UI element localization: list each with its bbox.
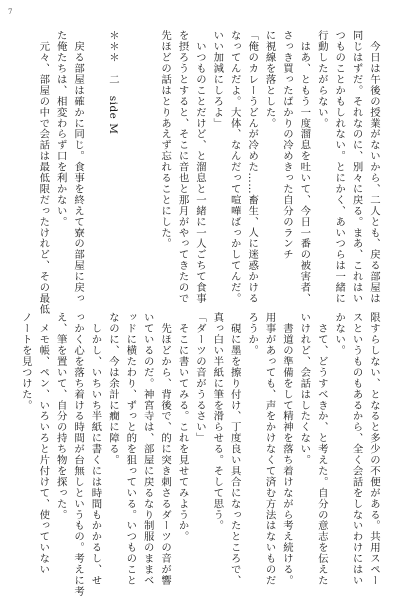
text-line: っかく心を落ち着ける時間が台無しというもの。考えに考 [72, 312, 85, 597]
text-line: 今日は午後の授業がないから、二人とも、戻る部屋は [368, 30, 380, 304]
text-line: た俺たちは、相変わらず口を利かない。 [54, 30, 67, 228]
text-line: いけれど、会話はしたくない。 [298, 312, 311, 466]
text-line: 先ほどの話はとりあえず忘れることにした。 [159, 30, 172, 249]
text-line: 真っ白い半紙に筆を滑らせる。そして思う。 [211, 312, 224, 531]
text-line: 用事があっても、声をかけなくて済む方法はないものだ [263, 312, 276, 586]
text-line: を摂ろうとすると、そこに音也と那月がやってきたので [176, 30, 189, 304]
text-line: 限すらしない、となると多少の不便がある。共用スペー [368, 312, 380, 586]
text-line: しかし、いちいち半紙に書くには時間もかかるし、せ [89, 312, 102, 586]
section-heading: ＊＊＊ 二 side M [106, 30, 119, 135]
text-line: さっき買ったばかりの冷めきった自分のランチ [280, 30, 293, 260]
blank-line [121, 30, 138, 285]
text-line: いい加減にしろよ」 [211, 30, 224, 129]
text-line: え、筆を置いて、自分の持ち物を探った。 [54, 312, 67, 521]
text-line: いているのだ。神宮寺は、部屋に戻るなり制服のままベ [141, 312, 154, 586]
text-line: かない。 [333, 312, 346, 356]
text-line: 書道の準備をして精神を落ち着けながら考え続ける。 [280, 312, 293, 586]
text-line: つものことかもしれない。とにかく、あいつらは一緒に [333, 30, 346, 304]
text-line: 「俺のカレーうどんが冷めた……畜生、人に迷惑かける [246, 30, 259, 304]
text-line: 先ほどから、背後で、的に突き刺さるダーツの音が響 [159, 312, 172, 586]
blank-line [86, 30, 103, 285]
page-number: 7 [8, 8, 13, 16]
text-line: 硯に墨を擦り付け、丁度良い具合になったところで、 [228, 312, 241, 586]
text-line: 行動したがらない。 [315, 30, 328, 129]
text-line: ノートを見つけた。 [19, 312, 32, 411]
text-line: そこに書いてみる。これを見せてみようか。 [176, 312, 189, 542]
upper-text-block [37, 30, 382, 315]
text-line: なのに、今は余計に癇に障る。 [106, 312, 119, 466]
text-line: 戻る部屋は確かに同じ。食事を終えて寮の部屋に戻っ [72, 30, 85, 304]
text-line: ッドに横たわり、ずっと的を狙っている。いつものこと [124, 312, 137, 586]
blank-line [138, 30, 155, 285]
text-line: いつものことだけど、と溜息と一緒に一人ごちて食事 [193, 30, 206, 304]
text-line: スというものもあるから、全く会話をしないわけにはい [350, 312, 363, 586]
text-line: 「ダーツの音がうるさい」 [193, 312, 206, 444]
text-line: はあ、ともう一度溜息を吐いて、今日一番の被害者、 [298, 30, 311, 304]
text-line: 元々、部屋の中で会話は最低限だったけれど、その最低 [37, 30, 50, 315]
text-line: ろうか。 [246, 312, 259, 356]
text-line: さて、どうすべきか、と考えた。自分の意志を伝えた [315, 312, 328, 586]
text-line: メモ帳、ペン、いろいろと片付けて、使っていない [37, 312, 50, 575]
text-line: なってんだよ。大体、なんだって喧嘩ばっかしてんだ。 [228, 30, 241, 304]
text-line: 同じはずだ。それなのに、別々に戻る。まあ、これはい [350, 30, 363, 304]
text-line: に視線を落とした。 [263, 30, 276, 129]
lower-text-block [12, 312, 382, 597]
